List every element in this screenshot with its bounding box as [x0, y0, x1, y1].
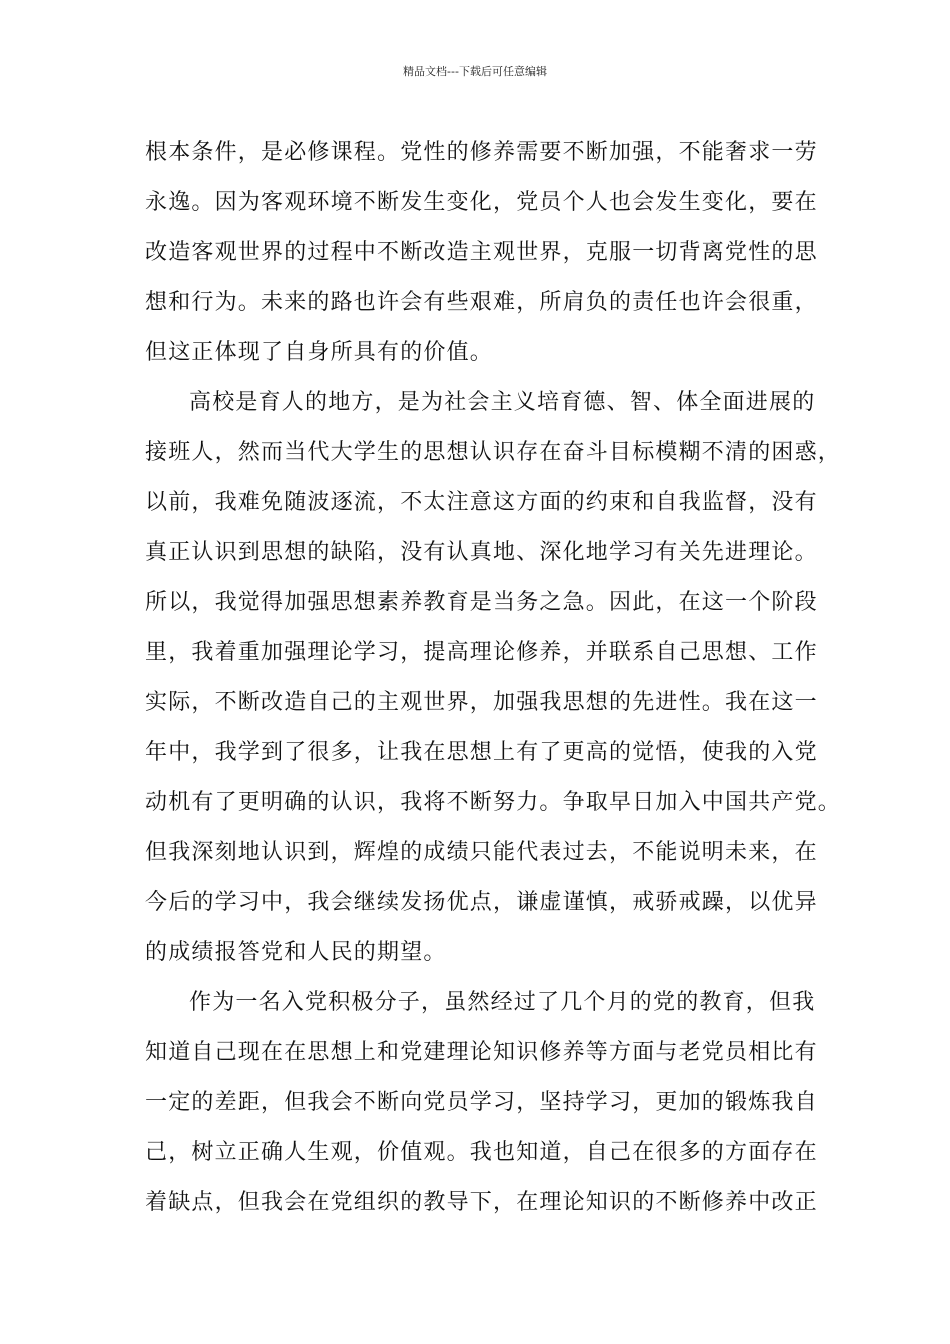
paragraph-1 — [145, 128, 818, 378]
text-line: 作为一名入党积极分子，虽然经过了几个月的党的教育，但我 — [189, 990, 816, 1015]
page-header: 精品文档---下载后可任意编辑 — [403, 65, 547, 78]
paragraph-2 — [145, 378, 842, 978]
text-line: 的成绩报答党和人民的期望。 — [145, 940, 447, 965]
text-line: 动机有了更明确的认识，我将不断努力。争取早日加入中国共产党。 — [145, 790, 842, 815]
text-line: 永逸。因为客观环境不断发生变化，党员个人也会发生变化，要在 — [145, 190, 818, 215]
text-line: 年中，我学到了很多，让我在思想上有了更高的觉悟，使我的入党 — [145, 740, 818, 765]
text-line: 一定的差距，但我会不断向党员学习，坚持学习，更加的锻炼我自 — [145, 1090, 818, 1115]
text-line: 接班人，然而当代大学生的思想认识存在奋斗目标模糊不清的困惑， — [145, 440, 842, 465]
text-line: 真正认识到思想的缺陷，没有认真地、深化地学习有关先进理论。 — [145, 540, 818, 565]
text-line: 知道自己现在在思想上和党建理论知识修养等方面与老党员相比有 — [145, 1040, 818, 1065]
text-line: 己，树立正确人生观，价值观。我也知道，自己在很多的方面存在 — [145, 1140, 818, 1165]
text-line: 根本条件，是必修课程。党性的修养需要不断加强，不能奢求一劳 — [145, 140, 818, 165]
text-line: 但我深刻地认识到，辉煌的成绩只能代表过去，不能说明未来，在 — [145, 840, 818, 865]
text-line: 改造客观世界的过程中不断改造主观世界，克服一切背离党性的思 — [145, 240, 818, 265]
text-line: 以前，我难免随波逐流，不太注意这方面的约束和自我监督，没有 — [145, 490, 818, 515]
document-body — [145, 128, 842, 1228]
text-line: 但这正体现了自身所具有的价值。 — [145, 340, 494, 365]
text-line: 所以，我觉得加强思想素养教育是当务之急。因此，在这一个阶段 — [145, 590, 818, 615]
text-line: 里，我着重加强理论学习，提高理论修养，并联系自己思想、工作 — [145, 640, 818, 665]
text-line: 今后的学习中，我会继续发扬优点，谦虚谨慎，戒骄戒躁，以优异 — [145, 890, 818, 915]
text-line: 着缺点，但我会在党组织的教导下，在理论知识的不断修养中改正 — [145, 1190, 818, 1215]
text-line: 高校是育人的地方，是为社会主义培育德、智、体全面进展的 — [189, 390, 816, 415]
text-line: 实际，不断改造自己的主观世界，加强我思想的先进性。我在这一 — [145, 690, 818, 715]
paragraph-3 — [145, 978, 818, 1228]
text-line: 想和行为。未来的路也许会有些艰难，所肩负的责任也许会很重， — [145, 290, 818, 315]
